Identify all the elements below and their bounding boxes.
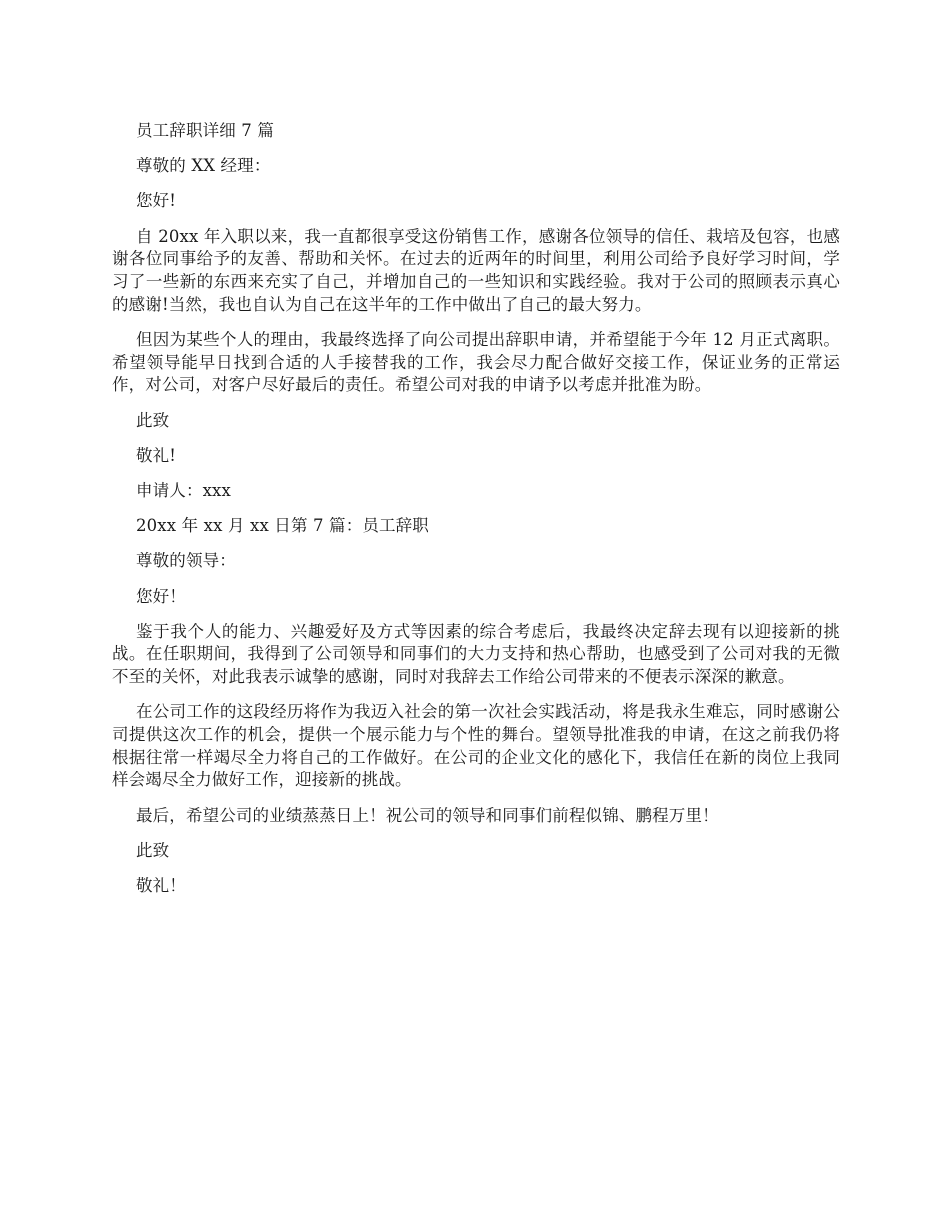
closing: 此致 — [136, 840, 170, 860]
paragraph: 最后，希望公司的业绩蒸蒸日上！祝公司的领导和同事们前程似锦、鹏程万里！ — [136, 805, 719, 825]
applicant-line: 申请人：xxx — [136, 480, 231, 500]
paragraph: 自 20xx 年入职以来，我一直都很享受这份销售工作，感谢各位领导的信任、栽培及包容，也感谢各位同事给予的友善、帮助和关怀。在过去的近两年的时间里，利用公司给予良好学习时间，学习了一些新的东西来充实了自己，并增加自己的一些知识和实践经验。我对于公司的照顾表示真心的感谢!当然，我也自认为自己在这半年的工作中做出了自己的最大努力。 — [112, 226, 840, 314]
date-and-section-heading: 20xx 年 xx 月 xx 日第 7 篇：员工辞职 — [136, 516, 429, 536]
salutation: 尊敬的 XX 经理： — [136, 156, 271, 176]
regards: 敬礼! — [136, 445, 177, 465]
closing: 此致 — [136, 410, 170, 430]
paragraph: 但因为某些个人的理由，我最终选择了向公司提出辞职申请，并希望能于今年 12 月正式离职。希望领导能早日找到合适的人手接替我的工作，我会尽力配合做好交接工作，保证业务的正常运作，对公司，对客户尽好最后的责任。希望公司对我的申请予以考虑并批准为盼。 — [112, 329, 840, 395]
document-body — [112, 120, 840, 910]
greeting: 您好! — [136, 191, 177, 211]
paragraph: 在公司工作的这段经历将作为我迈入社会的第一次社会实践活动，将是我永生难忘，同时感谢公司提供这次工作的机会，提供一个展示能力与个性的舞台。望领导批准我的申请，在这之前我仍将根据往常一样竭尽全力将自己的工作做好。在公司的企业文化的感化下，我信任在新的岗位上我同样会竭尽全力做好工作，迎接新的挑战。 — [112, 702, 840, 790]
document-title: 员工辞职详细 7 篇 — [136, 121, 274, 140]
salutation: 尊敬的领导： — [136, 551, 236, 571]
regards: 敬礼！ — [136, 876, 186, 896]
paragraph: 鉴于我个人的能力、兴趣爱好及方式等因素的综合考虑后，我最终决定辞去现有以迎接新的挑战。在任职期间，我得到了公司领导和同事们的大力支持和热心帮助，也感受到了公司对我的无微不至的关怀，对此我表示诚挚的感谢，同时对我辞去工作给公司带来的不便表示深深的歉意。 — [112, 621, 840, 687]
greeting: 您好！ — [136, 586, 186, 606]
